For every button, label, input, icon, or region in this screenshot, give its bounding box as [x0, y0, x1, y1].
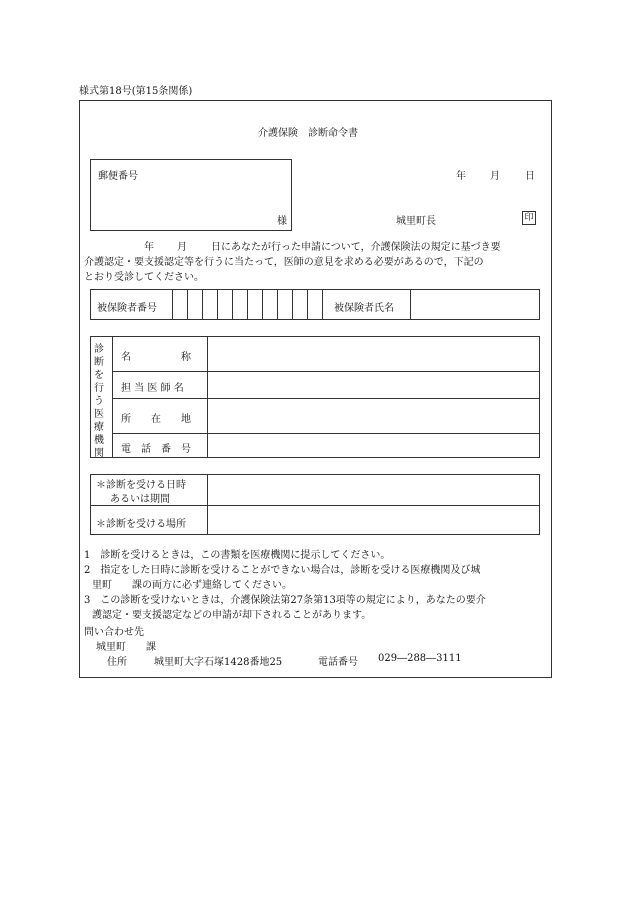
date-year: 年: [456, 171, 466, 182]
form-number: 様式第18号(第15条関係): [79, 86, 193, 97]
exam-datetime-label-2: あるいは期間: [110, 494, 170, 505]
body-line1: 日にあなたが行った申請について，介護保険法の規定に基づき要: [211, 242, 501, 253]
date-day: 日: [525, 171, 535, 182]
postal-code-label: 郵便番号: [98, 171, 138, 182]
date-month: 月: [490, 171, 500, 182]
location-label: 所 在 地: [121, 414, 191, 425]
sama-label: 様: [277, 216, 287, 227]
address-value: 城里町大字石塚1428番地25: [154, 657, 283, 668]
note-2a: 2 指定をした日時に診断を受けることができない場合は，診断を受ける医療機関及び城: [84, 565, 481, 576]
exam-datetime-label: ＊診断を受ける日時: [96, 480, 186, 491]
contact-phone-value: 029―288―3111: [378, 653, 462, 664]
note-2b: 里町 課の両方に必ず連絡してください。: [92, 580, 292, 591]
body-year: 年: [144, 242, 154, 253]
insured-row: [90, 289, 540, 320]
note-3a: 3 この診断を受けないときは，介護保険法第27条第13項等の規定により，あなたの要介: [84, 595, 486, 606]
exam-place-label: ＊診断を受ける場所: [96, 519, 186, 530]
doctor-name-label: 担 当 医 師 名: [121, 383, 184, 394]
mayor-label: 城里町長: [396, 216, 436, 227]
insured-number-label: 被保険者番号: [97, 303, 157, 314]
seal-stamp: 印: [522, 211, 536, 225]
body-line3: とおり受診してください。: [84, 272, 204, 283]
institution-side-label: 診 断 を 行 う 医 療 機 関: [94, 344, 104, 459]
note-3b: 護認定・要支援認定などの申請が却下されることがあります。: [92, 610, 372, 621]
phone-number-label: 電 話 番 号: [121, 444, 191, 455]
body-month: 月: [177, 242, 187, 253]
body-line2: 介護認定・要支援認定等を行うに当たって，医師の意見を求める必要があるので，下記の: [84, 257, 484, 268]
note-1: 1 診断を受けるときは，この書類を医療機関に提示してください。: [84, 550, 391, 561]
insured-name-label: 被保険者氏名: [334, 303, 394, 314]
contact-office: 城里町 課: [96, 642, 156, 653]
form-title: 介護保険 診断命令書: [258, 128, 358, 139]
contact-phone-label: 電話番号: [318, 657, 358, 668]
address-label: 住所: [107, 657, 127, 668]
institution-name-label: 名 称: [121, 352, 191, 363]
contact-heading: 問い合わせ先: [84, 627, 144, 638]
